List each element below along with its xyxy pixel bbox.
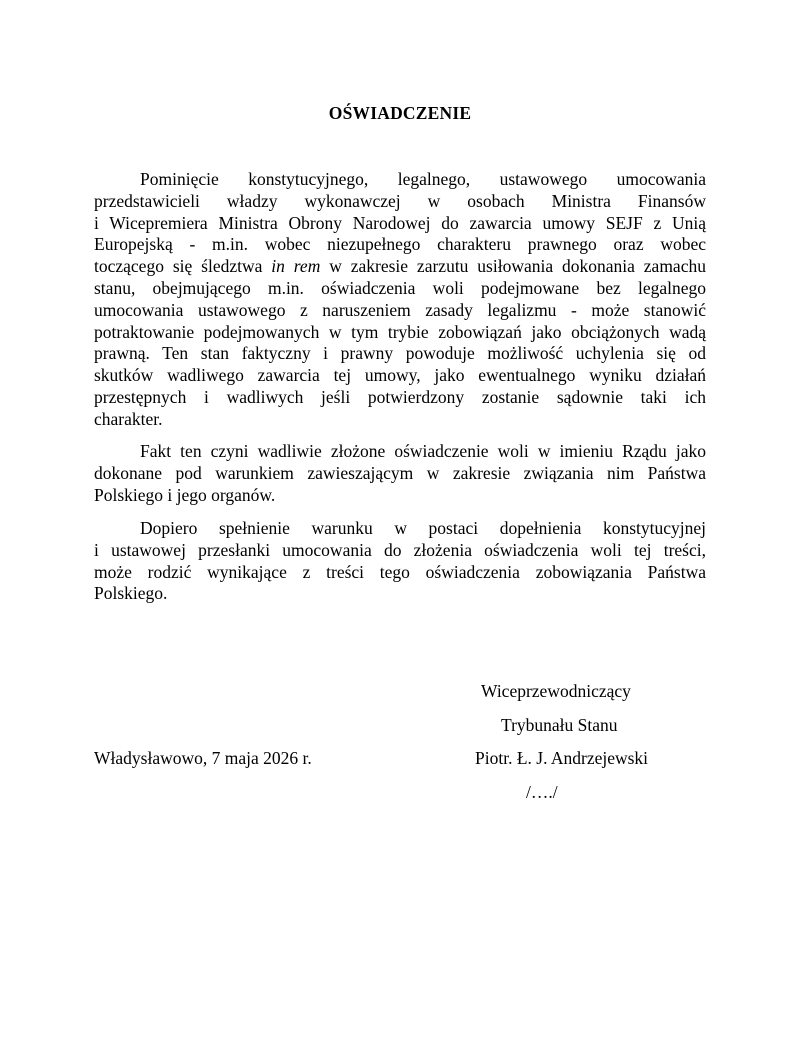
signature-mark: /…./ (526, 782, 558, 802)
paragraph-1-line-1: Pominięcie konstytucyjnego, legalnego, ustawowego umocowania (140, 169, 706, 189)
paragraph-1-line-2: przedstawicieli władzy wykonawczej w osobach Ministra Finansów (94, 190, 706, 211)
paragraph-1-line-5-end: w zakresie zarzutu usiłowania dokonania zamachu (320, 256, 706, 277)
paragraph-1-line-9: prawną. Ten stan faktyczny i prawny powoduje możliwość uchylenia się od (94, 343, 706, 364)
paragraph-1-line-11: przestępnych i wadliwych jeśli potwierdzony zostanie sądownie taki ich (94, 386, 706, 407)
paragraph-2-line-3: Polskiego i jego organów. (94, 484, 276, 505)
paragraph-1-line-6: stanu, obejmującego m.in. oświadczenia woli podejmowane bez legalnego (94, 277, 706, 298)
paragraph-3-line-3: może rodzić wynikające z treści tego oświadczenia zobowiązania Państwa (94, 561, 706, 582)
paragraph-1-line-12: charakter. (94, 408, 163, 429)
paragraph-1-line-5-start: toczącego się śledztwa (94, 256, 272, 277)
signatory-role-line-1: Wiceprzewodniczący (481, 681, 631, 701)
paragraph-1-line-10: skutków wadliwego zawarcia tej umowy, jako ewentualnego wyniku działań (94, 365, 706, 386)
italic-phrase-in-rem: in rem (271, 256, 321, 277)
paragraph-2 (94, 441, 706, 506)
paragraph-1 (94, 169, 706, 431)
paragraph-3-line-2: i ustawowej przesłanki umocowania do złożenia oświadczenia woli tej treści, (94, 539, 706, 560)
place-and-date: Władysławowo, 7 maja 2026 r. (94, 748, 312, 768)
paragraph-3-line-4: Polskiego. (94, 583, 168, 604)
signatory-role-line-2: Trybunału Stanu (501, 715, 618, 735)
paragraph-1-line-8: potraktowanie podejmowanych w tym trybie zobowiązań jako obciążonych wadą (94, 321, 706, 342)
paragraph-1-line-7: umocowania ustawowego z naruszeniem zasady legalizmu - może stanowić (94, 299, 706, 320)
paragraph-1-line-4: Europejską - m.in. wobec niezupełnego charakteru prawnego oraz wobec (94, 234, 706, 255)
paragraph-1-line-5 (94, 256, 706, 278)
paragraph-1-line-3: i Wicepremiera Ministra Obrony Narodowej do zawarcia umowy SEJF z Unią (94, 212, 706, 233)
paragraph-3 (94, 518, 706, 605)
paragraph-2-line-1: Fakt ten czyni wadliwie złożone oświadczenie woli w imieniu Rządu jako (140, 441, 706, 461)
paragraph-2-line-2: dokonane pod warunkiem zawieszającym w zakresie związania nim Państwa (94, 462, 706, 483)
signatory-name: Piotr. Ł. J. Andrzejewski (475, 748, 649, 768)
paragraph-3-line-1: Dopiero spełnienie warunku w postaci dopełnienia konstytucyjnej (140, 518, 706, 538)
document-title: OŚWIADCZENIE (328, 103, 472, 123)
